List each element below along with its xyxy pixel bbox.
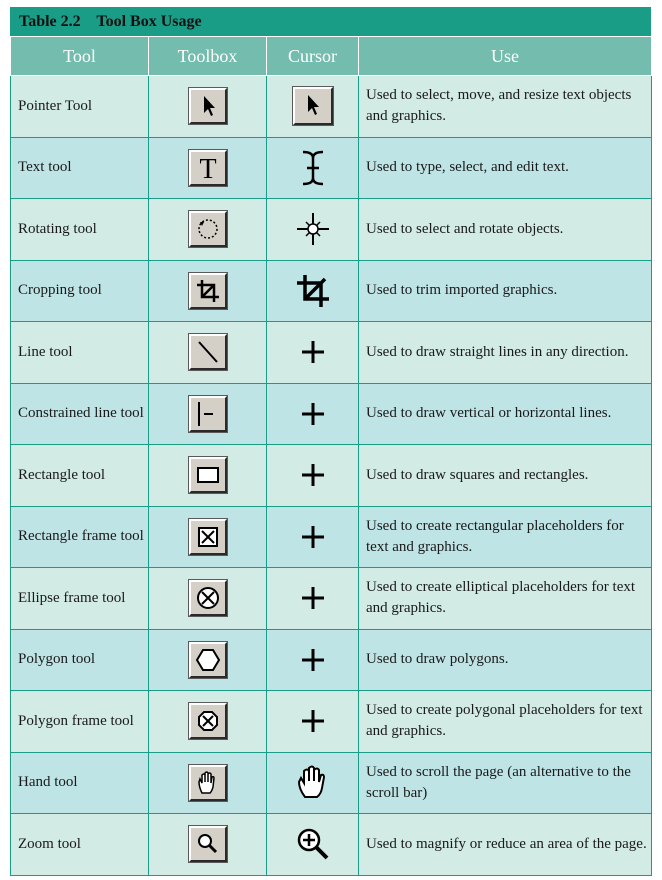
tool-name: Rectangle tool	[11, 445, 149, 507]
rectangle-icon	[189, 457, 227, 493]
tool-name: Polygon frame tool	[11, 691, 149, 753]
i-beam-cursor-icon	[293, 148, 333, 188]
rotate-star-cursor-icon	[293, 209, 333, 249]
tool-use: Used to draw polygons.	[359, 629, 652, 691]
table-row	[11, 568, 652, 630]
hand-cursor-icon	[293, 763, 333, 803]
hand-icon	[189, 765, 227, 801]
header-use: Use	[359, 37, 652, 76]
header-toolbox: Toolbox	[149, 37, 267, 76]
tool-name: Text tool	[11, 137, 149, 199]
table-number: Table 2.2	[19, 13, 81, 30]
table-row	[11, 322, 652, 384]
table-row	[11, 260, 652, 322]
table-title: Tool Box Usage	[96, 13, 202, 30]
crosshair-cursor-icon	[293, 517, 333, 557]
polygon-frame-icon	[189, 703, 227, 739]
tool-name: Pointer Tool	[11, 76, 149, 138]
table-row	[11, 691, 652, 753]
table-row	[11, 814, 652, 876]
crosshair-cursor-icon	[293, 332, 333, 372]
pointer-arrow-icon	[189, 88, 227, 124]
tool-use: Used to create polygonal placeholders for text and graphics.	[359, 691, 652, 753]
table-row	[11, 76, 652, 138]
tool-name: Cropping tool	[11, 260, 149, 322]
header-tool: Tool	[11, 37, 149, 76]
tool-use: Used to select and rotate objects.	[359, 199, 652, 261]
pointer-arrow-cursor-icon	[293, 87, 333, 125]
table-row	[11, 199, 652, 261]
crosshair-cursor-icon	[293, 640, 333, 680]
table-row	[11, 506, 652, 568]
tool-name: Zoom tool	[11, 814, 149, 876]
tool-box-table-container	[10, 7, 651, 876]
tool-use: Used to draw squares and rectangles.	[359, 445, 652, 507]
tool-use: Used to magnify or reduce an area of the page.	[359, 814, 652, 876]
tool-name: Ellipse frame tool	[11, 568, 149, 630]
hexagon-icon	[189, 642, 227, 678]
tool-name: Rotating tool	[11, 199, 149, 261]
tool-use: Used to draw straight lines in any direction.	[359, 322, 652, 384]
constrained-line-icon	[189, 396, 227, 432]
tool-name: Hand tool	[11, 752, 149, 814]
tool-use: Used to scroll the page (an alternative to the scroll bar)	[359, 752, 652, 814]
table-row	[11, 629, 652, 691]
tool-use: Used to draw vertical or horizontal lines.	[359, 383, 652, 445]
crop-cursor-icon	[293, 271, 333, 311]
crosshair-cursor-icon	[293, 578, 333, 618]
rotate-circle-icon	[189, 211, 227, 247]
rectangle-frame-icon	[189, 519, 227, 555]
table-row	[11, 445, 652, 507]
tool-use: Used to select, move, and resize text objects and graphics.	[359, 76, 652, 138]
crosshair-cursor-icon	[293, 701, 333, 741]
ellipse-frame-icon	[189, 580, 227, 616]
tool-box-table	[10, 36, 652, 876]
tool-name: Constrained line tool	[11, 383, 149, 445]
table-row	[11, 137, 652, 199]
header-cursor: Cursor	[267, 37, 359, 76]
svg-text:T: T	[198, 153, 217, 184]
tool-name: Line tool	[11, 322, 149, 384]
table-row	[11, 752, 652, 814]
zoom-in-cursor-icon	[293, 824, 333, 864]
tool-use: Used to type, select, and edit text.	[359, 137, 652, 199]
tool-name: Rectangle frame tool	[11, 506, 149, 568]
header-row	[11, 37, 652, 76]
diagonal-line-icon	[189, 334, 227, 370]
tool-name: Polygon tool	[11, 629, 149, 691]
tool-use: Used to trim imported graphics.	[359, 260, 652, 322]
table-caption	[10, 7, 651, 36]
magnifier-icon	[189, 826, 227, 862]
crosshair-cursor-icon	[293, 455, 333, 495]
tool-use: Used to create elliptical placeholders for text and graphics.	[359, 568, 652, 630]
crosshair-cursor-icon	[293, 394, 333, 434]
crop-icon	[189, 273, 227, 309]
tool-use: Used to create rectangular placeholders for text and graphics.	[359, 506, 652, 568]
table-row	[11, 383, 652, 445]
text-t-icon	[189, 150, 227, 186]
